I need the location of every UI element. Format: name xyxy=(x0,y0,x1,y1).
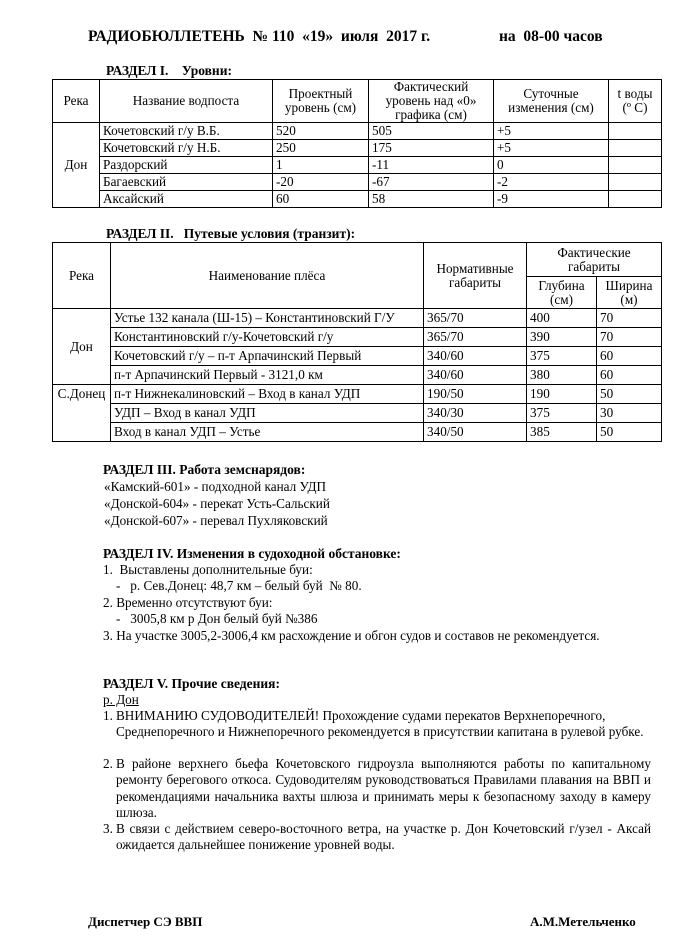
section2-title: РАЗДЕЛ II. Путевые условия (транзит): xyxy=(106,226,356,241)
water-temp xyxy=(609,157,662,174)
navigation-change-item: 3. На участке 3005,2-3006,4 км расхождение и обгон судов и составов не рекомендуется. xyxy=(103,628,600,643)
section5-title: РАЗДЕЛ V. Прочие сведения: xyxy=(103,676,280,691)
header-design-level: Проектный уровень (см) xyxy=(273,80,369,123)
notice-text: В связи с действием северо-восточного ветра, на участке р. Дон Кочетовский г/узел - Аксай ожидается дальнейшее понижение уровней воды. xyxy=(116,821,651,853)
water-temp xyxy=(609,123,662,140)
actual-depth: 380 xyxy=(527,366,597,385)
design-level: 1 xyxy=(273,157,369,174)
dredger-item: «Донской-604» - перекат Усть-Сальский xyxy=(104,496,330,511)
table-row xyxy=(53,309,662,328)
notice-text: ВНИМАНИЮ СУДОВОДИТЕЛЕЙ! Прохождение судами перекатов Верхнепоречного, Среднепоречного и Нижнепоречного рекомендуется в присутствии капитана в рулевой рубке. xyxy=(116,708,644,740)
daily-change: -2 xyxy=(494,174,609,191)
navigation-change-item: 1. Выставлены дополнительные буи: xyxy=(103,562,313,577)
notice-text: В районе верхнего бьефа Кочетовского гидроузла выполняются работы по капитальному ремонту берегового откоса. Судоводителям руководствоваться Правилами плавания на ВВП и рекомендациями начальника вахты шлюза и принимать меры к безопасному заходу в камеру шлюза. xyxy=(116,756,651,820)
navigation-change-item: 2. Временно отсутствуют буи: xyxy=(103,595,273,610)
dispatcher-signature: А.М.Метельченко xyxy=(530,914,636,929)
header-stretch-name: Наименование плёса xyxy=(111,243,424,309)
normative-dimensions: 365/70 xyxy=(424,328,527,347)
header-normative-dimensions: Нормативные габариты xyxy=(424,243,527,309)
daily-change: +5 xyxy=(494,123,609,140)
water-temp xyxy=(609,140,662,157)
normative-dimensions: 340/60 xyxy=(424,366,527,385)
normative-dimensions: 365/70 xyxy=(424,309,527,328)
header-river: Река xyxy=(53,243,111,309)
normative-dimensions: 190/50 xyxy=(424,385,527,404)
water-levels-table xyxy=(52,79,662,208)
river-cell: Дон xyxy=(53,309,111,385)
navigation-change-subitem: - 3005,8 км р Дон белый буй №386 xyxy=(116,611,318,626)
water-temp xyxy=(609,191,662,208)
stretch-name: Кочетовский г/у – п-т Арпачинский Первый xyxy=(111,347,424,366)
actual-depth: 190 xyxy=(527,385,597,404)
actual-depth: 390 xyxy=(527,328,597,347)
table-row xyxy=(53,385,662,404)
header-water-temp: t воды (º С) xyxy=(609,80,662,123)
stretch-name: п-т Арпачинский Первый - 3121,0 км xyxy=(111,366,424,385)
actual-width: 70 xyxy=(597,309,662,328)
actual-width: 60 xyxy=(597,347,662,366)
actual-width: 30 xyxy=(597,404,662,423)
bulletin-title: РАДИОБЮЛЛЕТЕНЬ № 110 «19» июля 2017 г. xyxy=(88,28,431,45)
design-level: -20 xyxy=(273,174,369,191)
design-level: 250 xyxy=(273,140,369,157)
bulletin-time: на 08-00 часов xyxy=(499,28,603,45)
section1-title: РАЗДЕЛ I. Уровни: xyxy=(106,63,232,78)
actual-depth: 385 xyxy=(527,423,597,442)
table-row xyxy=(53,404,662,423)
notice-item xyxy=(103,821,651,854)
normative-dimensions: 340/30 xyxy=(424,404,527,423)
actual-width: 50 xyxy=(597,423,662,442)
dredger-item: «Донской-607» - перевал Пухляковский xyxy=(104,513,328,528)
water-temp xyxy=(609,174,662,191)
actual-depth: 400 xyxy=(527,309,597,328)
table-row xyxy=(53,423,662,442)
table-row xyxy=(53,140,662,157)
actual-level: -11 xyxy=(369,157,494,174)
gauge-name: Кочетовский г/у Н.Б. xyxy=(100,140,273,157)
section4-title: РАЗДЕЛ IV. Изменения в судоходной обстановке: xyxy=(103,546,401,561)
table-row xyxy=(53,123,662,140)
actual-depth: 375 xyxy=(527,347,597,366)
stretch-name: Устье 132 канала (Ш-15) – Константиновский Г/У xyxy=(111,309,424,328)
design-level: 520 xyxy=(273,123,369,140)
table-row xyxy=(53,191,662,208)
notice-number: 1. xyxy=(103,708,113,723)
transit-conditions-table xyxy=(52,242,662,442)
section3-title: РАЗДЕЛ III. Работа земснарядов: xyxy=(103,462,306,477)
table-row xyxy=(53,366,662,385)
actual-level: 505 xyxy=(369,123,494,140)
gauge-name: Кочетовский г/у В.Б. xyxy=(100,123,273,140)
gauge-name: Багаевский xyxy=(100,174,273,191)
actual-level: -67 xyxy=(369,174,494,191)
river-cell: С.Донец xyxy=(53,385,111,442)
stretch-name: п-т Нижнекалиновский – Вход в канал УДП xyxy=(111,385,424,404)
header-river: Река xyxy=(53,80,100,123)
stretch-name: Вход в канал УДП – Устье xyxy=(111,423,424,442)
gauge-name: Аксайский xyxy=(100,191,273,208)
stretch-name: УДП – Вход в канал УДП xyxy=(111,404,424,423)
actual-level: 58 xyxy=(369,191,494,208)
table-row xyxy=(53,174,662,191)
actual-level: 175 xyxy=(369,140,494,157)
header-actual-level: Фактический уровень над «0» графика (см) xyxy=(369,80,494,123)
actual-width: 60 xyxy=(597,366,662,385)
normative-dimensions: 340/60 xyxy=(424,347,527,366)
navigation-change-subitem: - р. Сев.Донец: 48,7 км – белый буй № 80. xyxy=(116,578,362,593)
dredger-item: «Камский-601» - подходной канал УДП xyxy=(104,479,327,494)
header-width: Ширина (м) xyxy=(597,277,662,309)
header-actual-dimensions: Фактические габариты xyxy=(527,243,662,277)
design-level: 60 xyxy=(273,191,369,208)
actual-width: 50 xyxy=(597,385,662,404)
daily-change: +5 xyxy=(494,140,609,157)
notice-item xyxy=(103,756,651,821)
actual-depth: 375 xyxy=(527,404,597,423)
table-row xyxy=(53,328,662,347)
river-heading: р. Дон xyxy=(103,692,139,707)
header-gauge-name: Название водпоста xyxy=(100,80,273,123)
gauge-name: Раздорский xyxy=(100,157,273,174)
river-cell: Дон xyxy=(53,123,100,208)
header-daily-change: Суточные изменения (см) xyxy=(494,80,609,123)
daily-change: -9 xyxy=(494,191,609,208)
header-depth: Глубина (см) xyxy=(527,277,597,309)
dispatcher-position: Диспетчер СЭ ВВП xyxy=(88,914,203,929)
stretch-name: Константиновский г/у-Кочетовский г/у xyxy=(111,328,424,347)
notice-item xyxy=(103,708,651,741)
table-row xyxy=(53,347,662,366)
notice-number: 2. xyxy=(103,756,113,771)
daily-change: 0 xyxy=(494,157,609,174)
table-row xyxy=(53,157,662,174)
normative-dimensions: 340/50 xyxy=(424,423,527,442)
notice-number: 3. xyxy=(103,821,113,836)
actual-width: 70 xyxy=(597,328,662,347)
